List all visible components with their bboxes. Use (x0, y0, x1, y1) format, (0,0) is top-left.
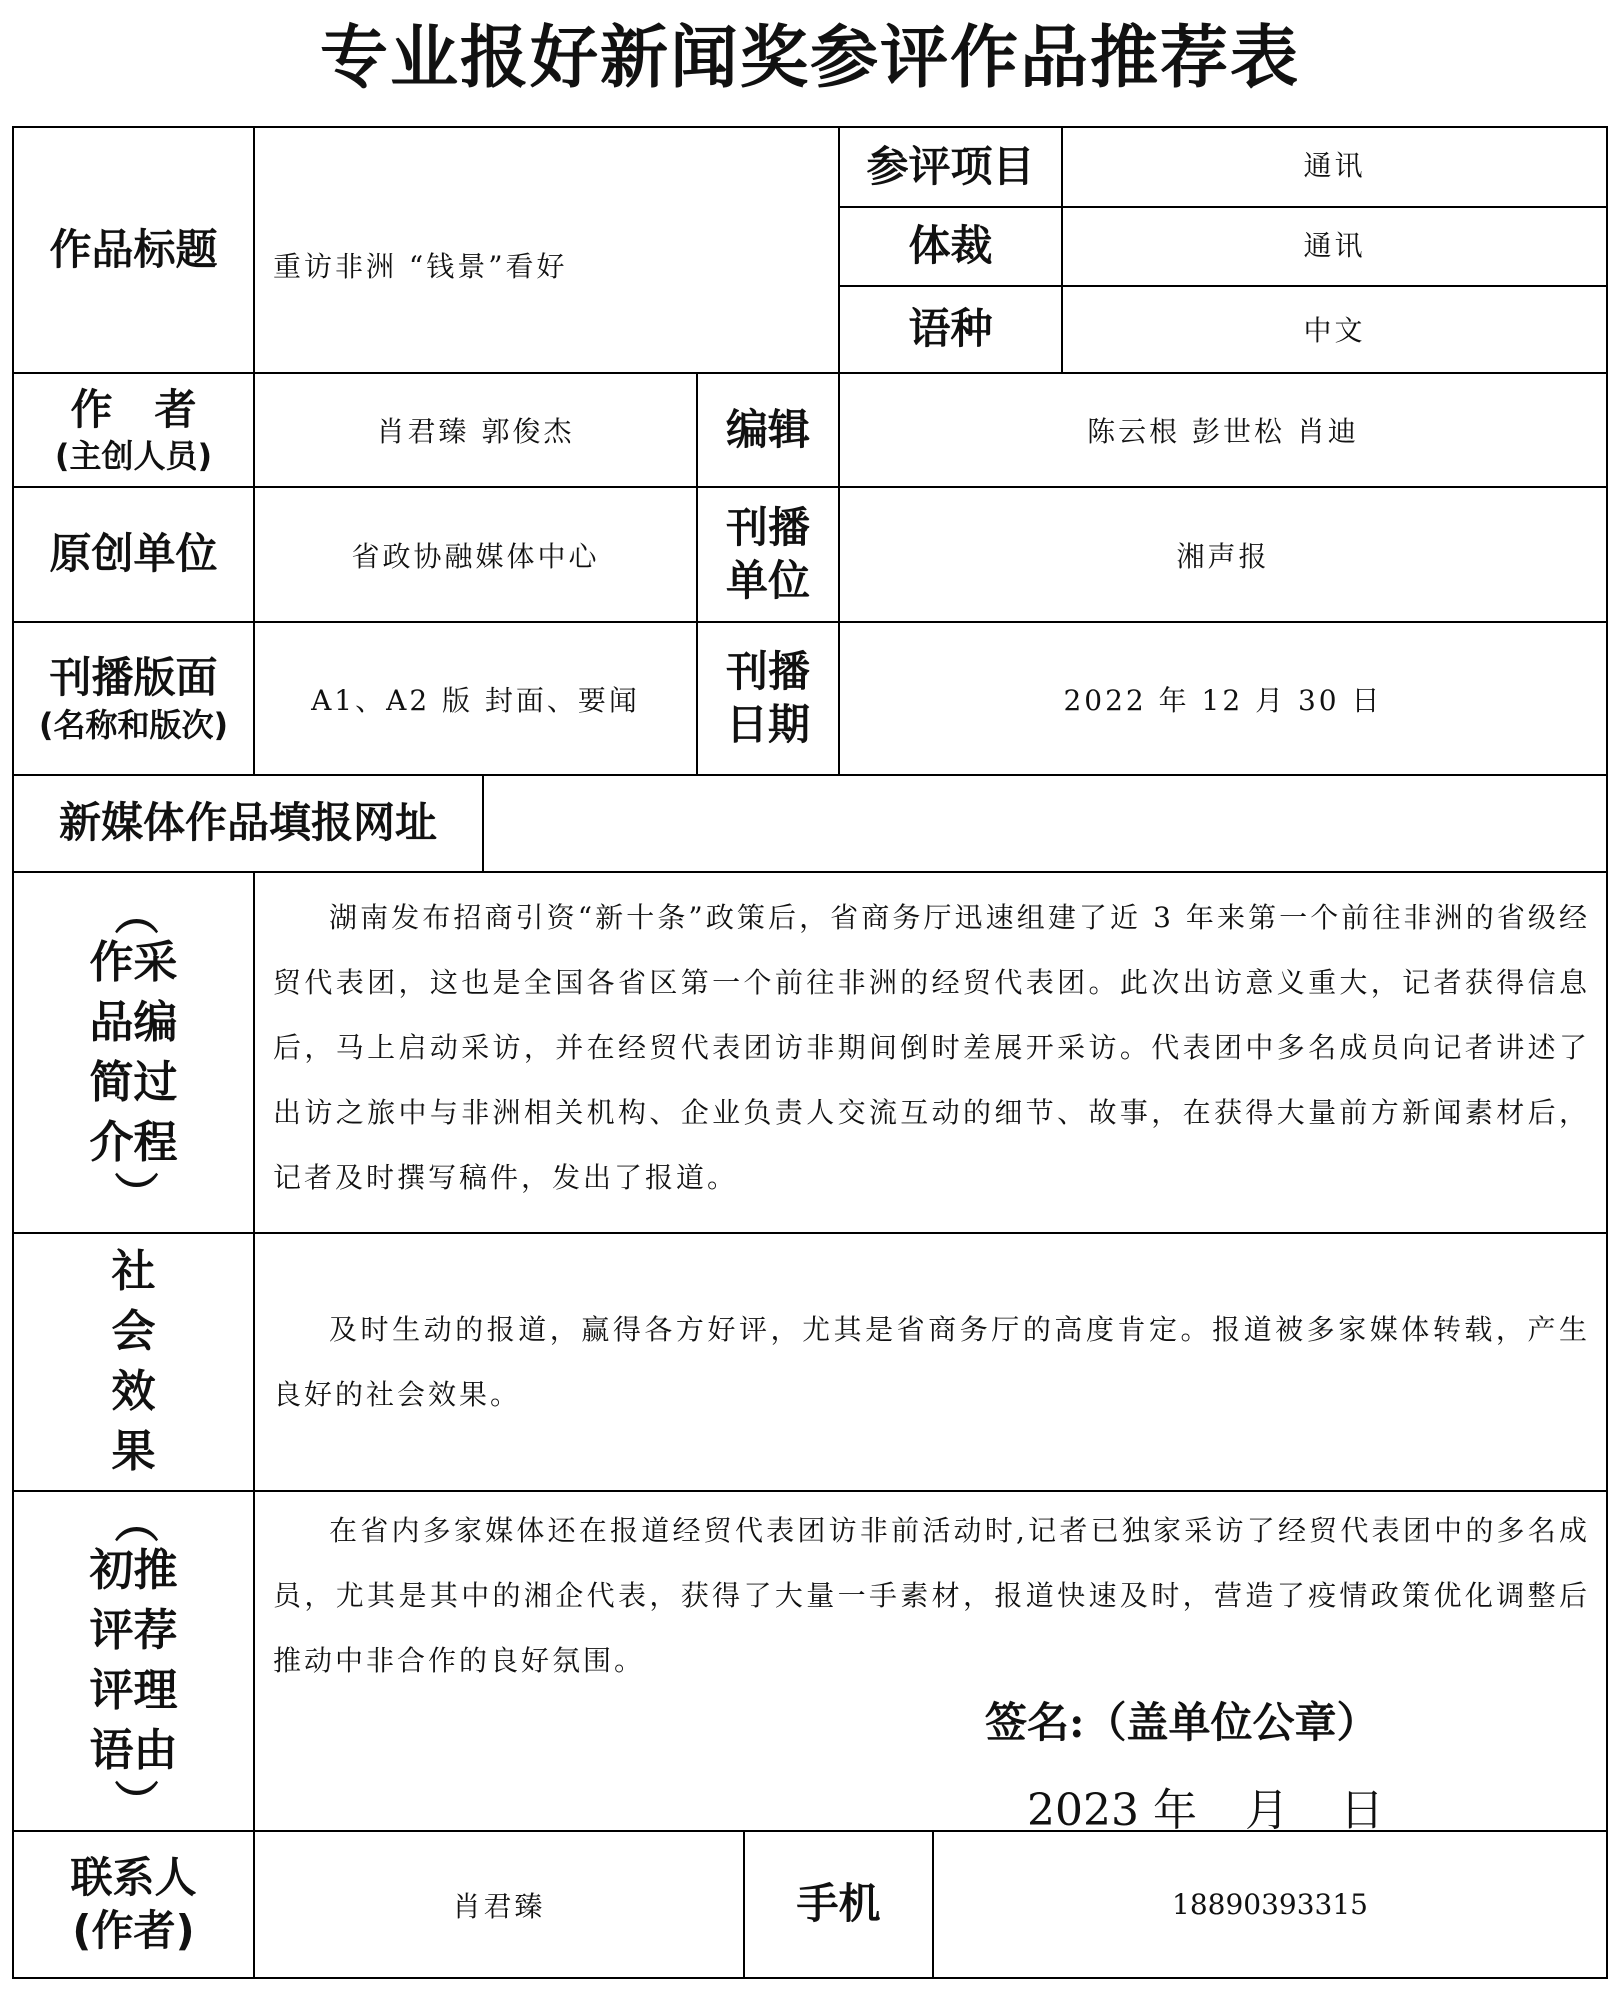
genre-value (1063, 208, 1606, 285)
process-label-char: 采 (133, 936, 178, 988)
social-effect-label-char: 社 (111, 1246, 156, 1297)
publish-date-value-text: 2022 年 12 月 30 日 (1063, 683, 1383, 717)
recommend-reason-label-columns (90, 1541, 178, 1781)
recommend-reason-label-close: ） (108, 1779, 160, 1823)
process-label-char: 过 (133, 1056, 178, 1108)
phone-label (745, 1832, 932, 1977)
author-value (255, 374, 696, 486)
contact-label-line2: (作者) (72, 1905, 195, 1955)
publish-page-value (255, 623, 696, 774)
contact-value (255, 1832, 743, 1977)
social-effect-label-char: 会 (111, 1306, 156, 1357)
process-label-char: 作 (89, 936, 134, 988)
social-effect-label-char: 效 (111, 1366, 156, 1417)
publish-unit-label-line1: 刊播 (725, 503, 810, 552)
recommend-reason-label-char: 初 (89, 1545, 134, 1596)
social-effect-text: 及时生动的报道，赢得各方好评，尤其是省商务厅的高度肯定。报道被多家媒体转载，产生良好的社会效果。 (273, 1313, 1590, 1411)
genre-value-text: 通讯 (1303, 229, 1366, 262)
signature-date-year: 2023 年 (1027, 1785, 1197, 1836)
signature-date-month: 月 (1245, 1785, 1289, 1836)
process-label-char: 编 (133, 996, 178, 1048)
language-value-text: 中文 (1303, 314, 1366, 347)
publish-unit-value (840, 488, 1606, 621)
process-label-close: ） (108, 1170, 160, 1215)
social-effect-label-col (112, 1242, 156, 1482)
process-label (14, 873, 253, 1232)
genre-label-text: 体裁 (908, 221, 993, 271)
work-title-value (255, 128, 838, 372)
new-media-url-label (14, 776, 482, 871)
signature-line: 签名:（盖单位公章） (985, 1698, 1379, 1747)
signature-date-day: 日 (1340, 1785, 1384, 1836)
process-label-char: 介 (89, 1116, 134, 1168)
process-text-cell (255, 873, 1606, 1232)
original-unit-label (14, 488, 253, 621)
publish-page-label (14, 623, 253, 774)
recommend-reason-label-open: （ (108, 1499, 160, 1543)
editor-value (840, 374, 1606, 486)
category-label (840, 128, 1061, 206)
table-border-right (1606, 126, 1608, 1979)
contact-label-line1: 联系人 (70, 1853, 197, 1902)
editor-label (698, 374, 838, 486)
publish-date-label (698, 623, 838, 774)
phone-value (934, 1832, 1606, 1977)
recommend-reason-text: 在省内多家媒体还在报道经贸代表团访非前活动时,记者已独家采访了经贸代表团中的多名成员，尤其是其中的湘企代表，获得了大量一手素材，报道快速及时，营造了疫情政策优化调整后推动中非合作的良好氛围。 (273, 1514, 1590, 1677)
social-effect-text-cell (255, 1234, 1606, 1490)
author-sublabel: (主创人员) (54, 437, 213, 476)
publish-page-label-text: 刊播版面 (49, 653, 218, 703)
language-value (1063, 287, 1606, 372)
category-value-text: 通讯 (1303, 149, 1366, 182)
recommend-reason-label-col1 (90, 1541, 134, 1781)
publish-unit-value-text: 湘声报 (1176, 539, 1270, 573)
author-label-text: 作 者 (70, 384, 197, 434)
process-label-char: 程 (133, 1116, 178, 1168)
process-label-char: 品 (89, 996, 134, 1048)
recommend-reason-label-char: 评 (89, 1605, 134, 1656)
recommend-reason-label (14, 1492, 253, 1830)
work-title-label (14, 128, 253, 372)
genre-label (840, 208, 1061, 285)
editor-value-text: 陈云根 彭世松 肖迪 (1087, 415, 1359, 448)
recommend-reason-text-cell (255, 1492, 1606, 1830)
category-label-text: 参评项目 (866, 141, 1035, 191)
table-border-bottom (12, 1977, 1608, 1979)
publish-date-value (840, 623, 1606, 774)
publish-page-value-text: A1、A2 版 封面、要闻 (311, 683, 640, 717)
publish-page-sublabel: (名称和版次) (38, 705, 229, 744)
original-unit-value (255, 488, 696, 621)
process-label-char: 简 (89, 1056, 134, 1108)
recommend-reason-label-char: 语 (89, 1725, 134, 1776)
process-label-col2 (134, 933, 178, 1173)
social-effect-label-char: 果 (111, 1426, 156, 1477)
contact-label (14, 1832, 253, 1977)
phone-label-text: 手机 (796, 1879, 881, 1929)
work-title-text: 重访非洲 “钱景”看好 (273, 250, 568, 283)
social-effect-label (14, 1234, 253, 1490)
recommend-reason-label-char: 评 (89, 1665, 134, 1716)
process-label-columns (90, 933, 178, 1173)
original-unit-value-text: 省政协融媒体中心 (351, 539, 600, 573)
contact-value-text: 肖君臻 (452, 1889, 546, 1923)
author-label (14, 374, 253, 486)
original-unit-label-text: 原创单位 (49, 529, 218, 579)
phone-value-text: 18890393315 (1172, 1888, 1368, 1921)
editor-label-text: 编辑 (725, 404, 810, 454)
recommend-reason-label-char: 理 (133, 1665, 178, 1716)
new-media-url-value (484, 776, 1606, 871)
publish-date-label-line2: 日期 (725, 699, 810, 749)
language-label (840, 287, 1061, 372)
publish-date-label-line1: 刊播 (725, 647, 810, 696)
recommend-reason-label-char: 荐 (133, 1605, 178, 1656)
recommend-reason-label-col2 (134, 1541, 178, 1781)
publish-unit-label-line2: 单位 (725, 555, 810, 605)
work-title-label-text: 作品标题 (49, 224, 218, 274)
author-value-text: 肖君臻 郭俊杰 (376, 415, 575, 448)
page-title: 专业报好新闻奖参评作品推荐表 (319, 19, 1300, 98)
process-label-col1 (90, 933, 134, 1173)
publish-unit-label (698, 488, 838, 621)
category-value (1063, 128, 1606, 206)
process-text: 湖南发布招商引资“新十条”政策后，省商务厅迅速组建了近 3 年来第一个前往非洲的省级经贸代表团，这也是全国各省区第一个前往非洲的经贸代表团。此次出访意义重大，记者获得信息后，马上启动采访，并在经贸代表团访非期间倒时差展开采访。代表团中多名成员向记者讲述了出访之旅中与非洲相关机构、企业负责人交流互动的细节、故事，在获得大量前方新闻素材后，记者及时撰写稿件，发出了报道。 (273, 901, 1590, 1194)
new-media-url-label-text: 新媒体作品填报网址 (58, 798, 437, 848)
language-label-text: 语种 (908, 304, 993, 354)
recommend-reason-label-char: 推 (133, 1545, 178, 1596)
process-label-open: （ (108, 890, 160, 935)
recommend-reason-label-char: 由 (133, 1725, 178, 1776)
